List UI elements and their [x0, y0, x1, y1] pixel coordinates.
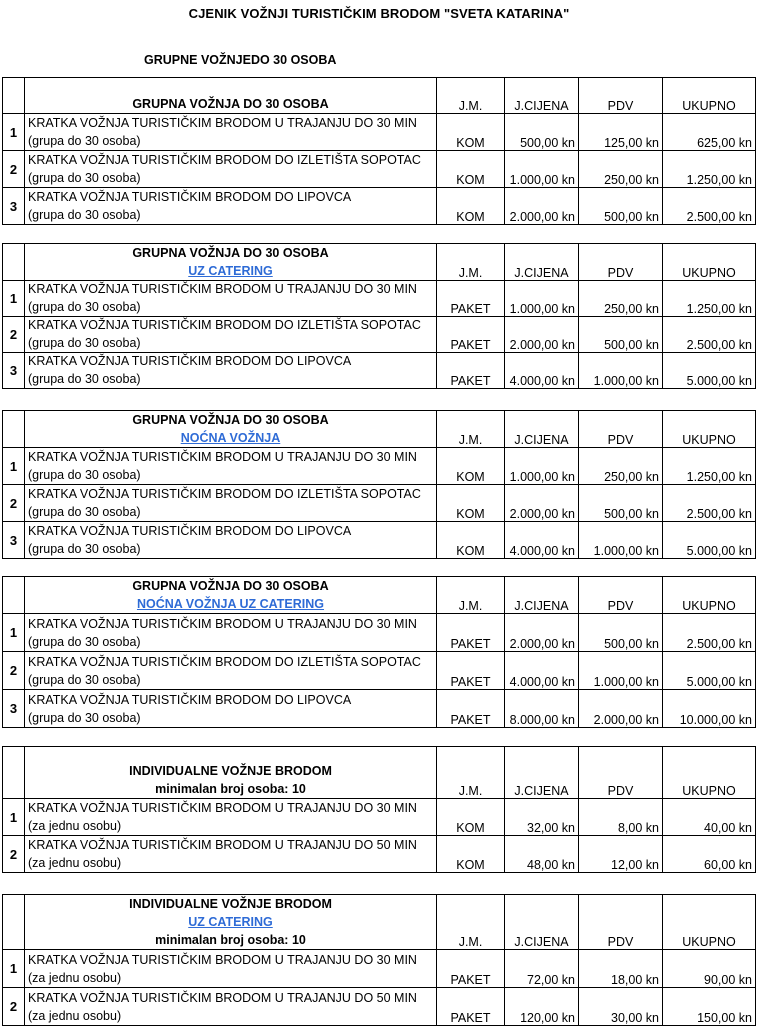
vat-cell: 250,00 kn — [579, 281, 663, 317]
table-row — [3, 317, 756, 353]
price-cell: 32,00 kn — [505, 799, 579, 836]
unit-cell: PAKET — [437, 614, 505, 652]
unit-cell: PAKET — [437, 690, 505, 728]
vat-cell: 1.000,00 kn — [579, 353, 663, 389]
price-cell: 2.000,00 kn — [505, 317, 579, 353]
column-header-total: UKUPNO — [663, 78, 756, 114]
price-table — [2, 576, 756, 728]
row-description — [25, 448, 437, 485]
description-note: (za jednu osobu) — [28, 1008, 122, 1023]
row-number: 3 — [3, 690, 25, 728]
total-cell: 90,00 kn — [663, 950, 756, 988]
description-note: (grupa do 30 osoba) — [28, 672, 141, 687]
unit-cell: KOM — [437, 114, 505, 151]
description-note: (grupa do 30 osoba) — [28, 710, 141, 725]
row-number: 2 — [3, 485, 25, 522]
description-note: (grupa do 30 osoba) — [28, 207, 141, 222]
row-number: 2 — [3, 836, 25, 873]
description-line: KRATKA VOŽNJA TURISTIČKIM BRODOM DO IZLETIŠTA SOPOTAC — [28, 318, 421, 332]
column-header-total: UKUPNO — [663, 747, 756, 799]
price-cell: 48,00 kn — [505, 836, 579, 873]
total-cell: 1.250,00 kn — [663, 281, 756, 317]
row-number: 3 — [3, 353, 25, 389]
table-row — [3, 188, 756, 225]
section-heading — [25, 747, 437, 799]
total-cell: 1.250,00 kn — [663, 448, 756, 485]
vat-cell: 500,00 kn — [579, 188, 663, 225]
price-cell: 1.000,00 kn — [505, 448, 579, 485]
table-row — [3, 690, 756, 728]
row-description — [25, 188, 437, 225]
section-heading-line: GRUPNA VOŽNJA DO 30 OSOBA — [132, 246, 329, 260]
description-note: (grupa do 30 osoba) — [28, 170, 141, 185]
column-header-unit: J.M. — [437, 577, 505, 614]
table-row — [3, 281, 756, 317]
table-row — [3, 485, 756, 522]
unit-cell: KOM — [437, 799, 505, 836]
total-cell: 5.000,00 kn — [663, 652, 756, 690]
table-row — [3, 988, 756, 1026]
row-description — [25, 353, 437, 389]
price-cell: 4.000,00 kn — [505, 353, 579, 389]
description-note: (grupa do 30 osoba) — [28, 634, 141, 649]
table-header-row — [3, 244, 756, 281]
vat-cell: 2.000,00 kn — [579, 690, 663, 728]
price-cell: 500,00 kn — [505, 114, 579, 151]
unit-cell: KOM — [437, 188, 505, 225]
description-line: KRATKA VOŽNJA TURISTIČKIM BRODOM DO IZLETIŠTA SOPOTAC — [28, 655, 421, 669]
total-cell: 625,00 kn — [663, 114, 756, 151]
column-header-price: J.CIJENA — [505, 78, 579, 114]
unit-cell: KOM — [437, 836, 505, 873]
total-cell: 60,00 kn — [663, 836, 756, 873]
column-header-total: UKUPNO — [663, 244, 756, 281]
description-line: KRATKA VOŽNJA TURISTIČKIM BRODOM U TRAJANJU DO 30 MIN — [28, 617, 417, 631]
table-row — [3, 151, 756, 188]
row-description — [25, 485, 437, 522]
price-table — [2, 894, 756, 1026]
column-header-unit: J.M. — [437, 747, 505, 799]
header-blank-cell — [3, 577, 25, 614]
row-number: 1 — [3, 114, 25, 151]
section-heading — [25, 411, 437, 448]
row-number: 1 — [3, 799, 25, 836]
row-description — [25, 836, 437, 873]
vat-cell: 30,00 kn — [579, 988, 663, 1026]
unit-cell: KOM — [437, 522, 505, 559]
vat-cell: 125,00 kn — [579, 114, 663, 151]
section-heading-line: UZ CATERING — [188, 264, 273, 278]
total-cell: 2.500,00 kn — [663, 485, 756, 522]
description-note: (grupa do 30 osoba) — [28, 335, 141, 350]
unit-cell: PAKET — [437, 988, 505, 1026]
vat-cell: 8,00 kn — [579, 799, 663, 836]
column-header-price: J.CIJENA — [505, 244, 579, 281]
unit-cell: PAKET — [437, 281, 505, 317]
description-line: KRATKA VOŽNJA TURISTIČKIM BRODOM DO LIPOVCA — [28, 354, 352, 368]
unit-cell: KOM — [437, 151, 505, 188]
table-header-row — [3, 895, 756, 950]
total-cell: 10.000,00 kn — [663, 690, 756, 728]
section-heading-line: minimalan broj osoba: 10 — [155, 782, 306, 796]
column-header-vat: PDV — [579, 577, 663, 614]
row-number: 2 — [3, 988, 25, 1026]
table-header-row — [3, 78, 756, 114]
row-description — [25, 652, 437, 690]
row-number: 3 — [3, 522, 25, 559]
vat-cell: 250,00 kn — [579, 448, 663, 485]
vat-cell: 1.000,00 kn — [579, 652, 663, 690]
description-note: (grupa do 30 osoba) — [28, 299, 141, 314]
column-header-unit: J.M. — [437, 411, 505, 448]
unit-cell: PAKET — [437, 317, 505, 353]
column-header-price: J.CIJENA — [505, 411, 579, 448]
column-header-vat: PDV — [579, 78, 663, 114]
price-table — [2, 77, 756, 225]
row-description — [25, 614, 437, 652]
section-heading-line: NOĆNA VOŽNJA UZ CATERING — [136, 597, 325, 611]
description-note: (grupa do 30 osoba) — [28, 504, 141, 519]
price-cell: 1.000,00 kn — [505, 151, 579, 188]
column-header-vat: PDV — [579, 747, 663, 799]
description-line: KRATKA VOŽNJA TURISTIČKIM BRODOM DO LIPOVCA — [28, 524, 352, 538]
row-description — [25, 690, 437, 728]
table-row — [3, 950, 756, 988]
column-header-vat: PDV — [579, 244, 663, 281]
description-line: KRATKA VOŽNJA TURISTIČKIM BRODOM U TRAJANJU DO 30 MIN — [28, 450, 417, 464]
column-header-total: UKUPNO — [663, 577, 756, 614]
vat-cell: 12,00 kn — [579, 836, 663, 873]
column-header-price: J.CIJENA — [505, 747, 579, 799]
row-description — [25, 281, 437, 317]
section-heading-line: GRUPNA VOŽNJA DO 30 OSOBA — [132, 97, 329, 111]
description-line: KRATKA VOŽNJA TURISTIČKIM BRODOM DO IZLETIŠTA SOPOTAC — [28, 153, 421, 167]
table-header-row — [3, 411, 756, 448]
total-cell: 2.500,00 kn — [663, 317, 756, 353]
description-note: (za jednu osobu) — [28, 970, 122, 985]
table-header-row — [3, 577, 756, 614]
description-line: KRATKA VOŽNJA TURISTIČKIM BRODOM U TRAJANJU DO 30 MIN — [28, 801, 417, 815]
total-cell: 40,00 kn — [663, 799, 756, 836]
description-line: KRATKA VOŽNJA TURISTIČKIM BRODOM U TRAJANJU DO 30 MIN — [28, 953, 417, 967]
row-number: 2 — [3, 317, 25, 353]
column-header-vat: PDV — [579, 411, 663, 448]
header-blank-cell — [3, 244, 25, 281]
row-description — [25, 950, 437, 988]
page-title: CJENIK VOŽNJI TURISTIČKIM BRODOM "SVETA KATARINA" — [188, 6, 570, 21]
column-header-price: J.CIJENA — [505, 895, 579, 950]
description-line: KRATKA VOŽNJA TURISTIČKIM BRODOM U TRAJANJU DO 50 MIN — [28, 838, 417, 852]
unit-cell: PAKET — [437, 950, 505, 988]
vat-cell: 250,00 kn — [579, 151, 663, 188]
table-row — [3, 448, 756, 485]
row-number: 2 — [3, 151, 25, 188]
description-note: (grupa do 30 osoba) — [28, 467, 141, 482]
row-number: 1 — [3, 614, 25, 652]
vat-cell: 500,00 kn — [579, 614, 663, 652]
description-note: (grupa do 30 osoba) — [28, 133, 141, 148]
total-cell: 2.500,00 kn — [663, 614, 756, 652]
unit-cell: PAKET — [437, 353, 505, 389]
table-row — [3, 836, 756, 873]
description-line: KRATKA VOŽNJA TURISTIČKIM BRODOM DO LIPOVCA — [28, 190, 352, 204]
unit-cell: PAKET — [437, 652, 505, 690]
description-line: KRATKA VOŽNJA TURISTIČKIM BRODOM U TRAJANJU DO 30 MIN — [28, 282, 417, 296]
section-heading — [25, 577, 437, 614]
price-cell: 2.000,00 kn — [505, 614, 579, 652]
price-cell: 1.000,00 kn — [505, 281, 579, 317]
price-cell: 120,00 kn — [505, 988, 579, 1026]
row-number: 3 — [3, 188, 25, 225]
description-note: (grupa do 30 osoba) — [28, 541, 141, 556]
section-heading — [25, 244, 437, 281]
section-heading — [25, 78, 437, 114]
table-row — [3, 522, 756, 559]
row-description — [25, 988, 437, 1026]
header-blank-cell — [3, 747, 25, 799]
section-heading-line: INDIVIDUALNE VOŽNJE BRODOM — [129, 897, 332, 911]
header-blank-cell — [3, 411, 25, 448]
section-heading-line: GRUPNA VOŽNJA DO 30 OSOBA — [132, 413, 329, 427]
price-cell: 2.000,00 kn — [505, 188, 579, 225]
total-cell: 1.250,00 kn — [663, 151, 756, 188]
header-blank-cell — [3, 895, 25, 950]
column-header-unit: J.M. — [437, 78, 505, 114]
price-cell: 2.000,00 kn — [505, 485, 579, 522]
table-row — [3, 114, 756, 151]
row-number: 1 — [3, 448, 25, 485]
column-header-total: UKUPNO — [663, 411, 756, 448]
row-description — [25, 151, 437, 188]
description-line: KRATKA VOŽNJA TURISTIČKIM BRODOM U TRAJANJU DO 30 MIN — [28, 116, 417, 130]
section-heading-line: GRUPNA VOŽNJA DO 30 OSOBA — [132, 579, 329, 593]
description-line: KRATKA VOŽNJA TURISTIČKIM BRODOM DO LIPOVCA — [28, 693, 352, 707]
description-line: KRATKA VOŽNJA TURISTIČKIM BRODOM U TRAJANJU DO 50 MIN — [28, 991, 417, 1005]
column-header-unit: J.M. — [437, 895, 505, 950]
section-heading-line: INDIVIDUALNE VOŽNJE BRODOM — [129, 764, 332, 778]
column-header-vat: PDV — [579, 895, 663, 950]
table-row — [3, 614, 756, 652]
row-description — [25, 114, 437, 151]
section-heading — [25, 895, 437, 950]
description-line: KRATKA VOŽNJA TURISTIČKIM BRODOM DO IZLETIŠTA SOPOTAC — [28, 487, 421, 501]
page-subtitle: GRUPNE VOŽNJEDO 30 OSOBA — [144, 53, 337, 67]
price-cell: 4.000,00 kn — [505, 652, 579, 690]
table-row — [3, 652, 756, 690]
column-header-total: UKUPNO — [663, 895, 756, 950]
table-row — [3, 799, 756, 836]
price-table — [2, 746, 756, 873]
column-header-price: J.CIJENA — [505, 577, 579, 614]
vat-cell: 1.000,00 kn — [579, 522, 663, 559]
column-header-unit: J.M. — [437, 244, 505, 281]
row-number: 1 — [3, 950, 25, 988]
description-note: (za jednu osobu) — [28, 855, 122, 870]
price-cell: 72,00 kn — [505, 950, 579, 988]
table-header-row — [3, 747, 756, 799]
unit-cell: KOM — [437, 485, 505, 522]
total-cell: 5.000,00 kn — [663, 353, 756, 389]
price-cell: 8.000,00 kn — [505, 690, 579, 728]
row-description — [25, 799, 437, 836]
price-table — [2, 243, 756, 389]
total-cell: 2.500,00 kn — [663, 188, 756, 225]
row-description — [25, 522, 437, 559]
description-note: (za jednu osobu) — [28, 818, 122, 833]
total-cell: 150,00 kn — [663, 988, 756, 1026]
price-cell: 4.000,00 kn — [505, 522, 579, 559]
row-number: 1 — [3, 281, 25, 317]
section-heading-line: minimalan broj osoba: 10 — [155, 933, 306, 947]
price-table — [2, 410, 756, 559]
total-cell: 5.000,00 kn — [663, 522, 756, 559]
section-heading-line: NOĆNA VOŽNJA — [180, 431, 281, 445]
row-description — [25, 317, 437, 353]
header-blank-cell — [3, 78, 25, 114]
vat-cell: 500,00 kn — [579, 485, 663, 522]
vat-cell: 18,00 kn — [579, 950, 663, 988]
table-row — [3, 353, 756, 389]
description-note: (grupa do 30 osoba) — [28, 371, 141, 386]
vat-cell: 500,00 kn — [579, 317, 663, 353]
section-heading-line: UZ CATERING — [188, 915, 273, 929]
unit-cell: KOM — [437, 448, 505, 485]
row-number: 2 — [3, 652, 25, 690]
